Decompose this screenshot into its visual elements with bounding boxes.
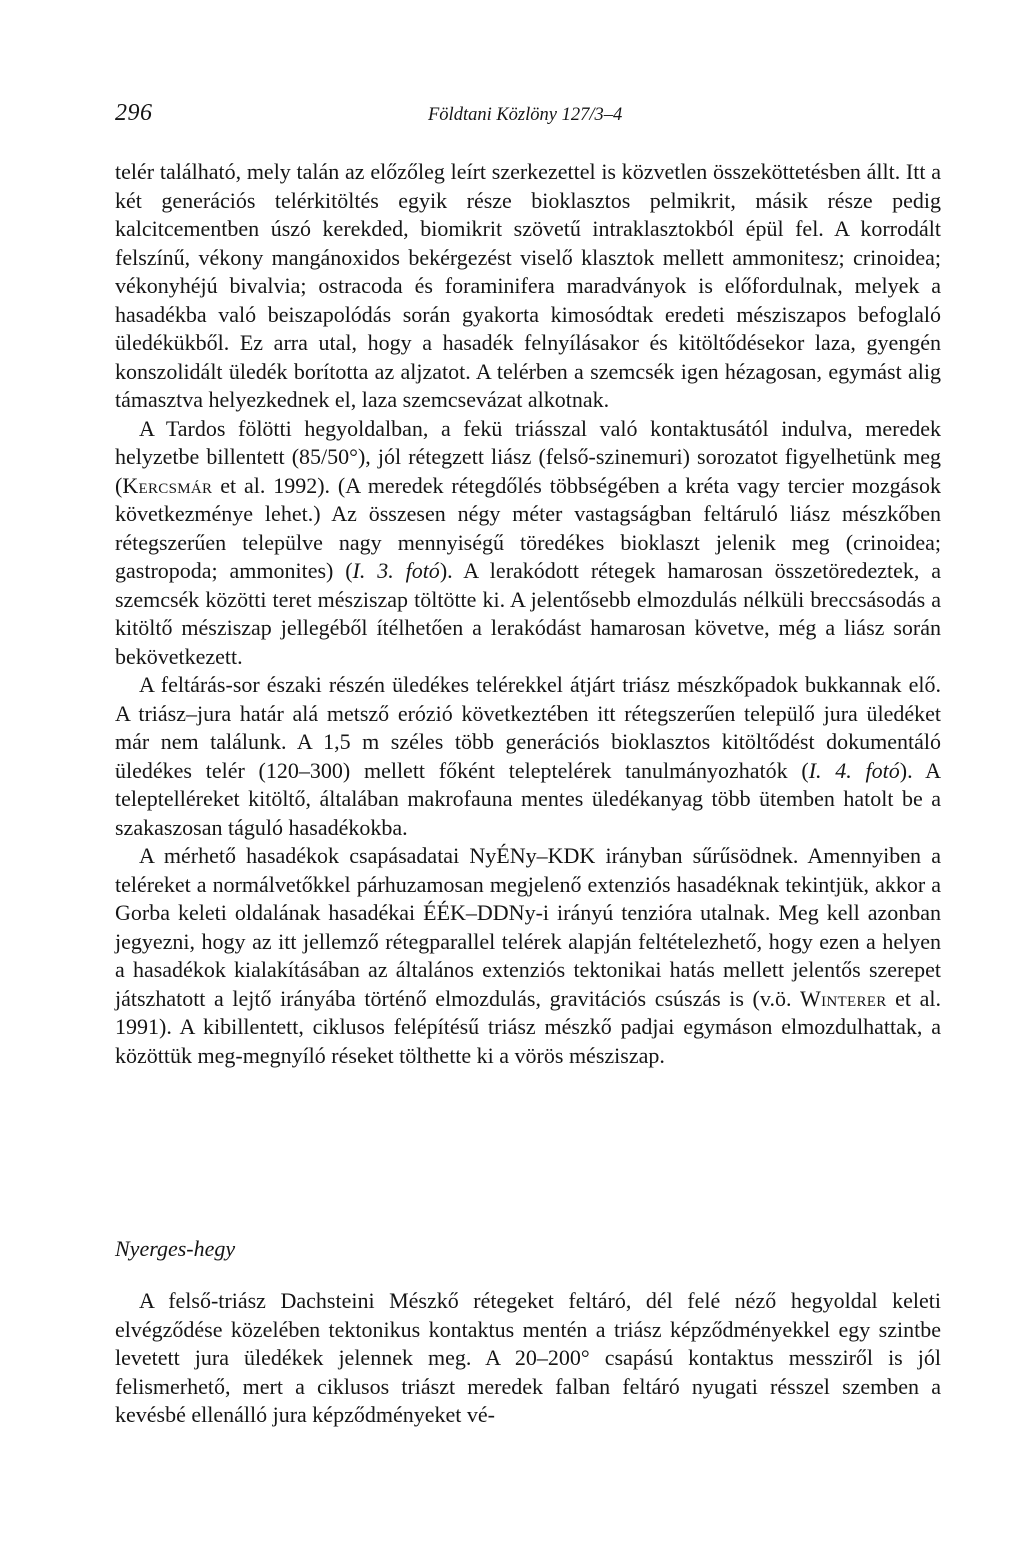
paragraph-1: telér található, mely talán az előzőleg leírt szerkezettel is közvetlen összeköttetésben állt. Itt a két generációs telérkitöltés egyik része bioklasztos pelmikrit, másik része pedig kalcitcementben úszó kerekded, biomikrit szövetű intraklasztokból épül fel. A korrodált felszínű, vékony mangánoxidos bekérgezést viselő klasztok mellett ammonitesz; crinoidea; vékonyhéjú bivalvia; ostracoda és foraminifera maradványok is előfordulnak, melyek a hasadékba való beiszapolódás során gyakorta kimosódtak eredeti mésziszapos befoglaló üledékükből. Ez arra utal, hogy a hasadék felnyílásakor és kitöltődésekor laza, gyengén konszolidált üledék borította az aljzatot. A telérben a szemcsék igen hézagosan, egymást alig támasztva helyezkednek el, laza szemcsevázat alkotnak. [115, 159, 941, 412]
author-citation: Winterer [800, 985, 887, 1011]
photo-reference: I. 4. fotó [808, 757, 900, 783]
page-number: 296 [115, 100, 153, 126]
paragraph-3: A feltárás-sor északi részén üledékes telérekkel átjárt triász mészkőpadok bukkannak elő. A triász–jura határ alá metsző erózió következtében itt rétegszerűen települő jura üledéket már nem találunk. A 1,5 m széles több generációs bioklasztos kitöltődést dokumentáló üledékes telér (120–300) mellett főként teleptelérek tanulmányozhatók (I. 4. fotó). A teleptelléreket kitöltő, általában makrofauna mentes üledékanyag több ütemben hatolt be a szakaszosan táguló hasadékokba. [115, 672, 941, 840]
section-body-text [115, 1287, 941, 1430]
paragraph-2: A Tardos fölötti hegyoldalban, a fekü triásszal való kontaktusától indulva, meredek helyzetbe billentett (85/50°), jól rétegzett liász (felső-szinemuri) sorozatot figyelhetünk meg (Kercsmár et al. 1992). (A meredek rétegdőlés többségében a kréta vagy tercier mozgások következménye lehet.) Az összesen négy méter vastagságban feltáruló liász mészkőben rétegszerűen települve nagy mennyiségű töredékes bioklaszt jelenik meg (crinoidea; gastropoda; ammonites) (I. 3. fotó). A lerakódott rétegek hamarosan összetöredeztek, a szemcsék közötti teret mésziszap töltötte ki. A jelentősebb elmozdulás nélküli breccsásodás a kitöltő mésziszap jellegéből ítélhetően a lerakódást hamarosan követve, még a liász során bekövetkezett. [115, 415, 941, 669]
paragraph-4: A mérhető hasadékok csapásadatai NyÉNy–KDK irányban sűrűsödnek. Amennyiben a teléreket a normálvetőkkel párhuzamosan megjelenő extenziós hasadéknak tekintjük, akkor a Gorba keleti oldalának hasadékai ÉÉK–DDNy-i irányú tenzióra utalnak. Meg kell azonban jegyezni, hogy az itt jellemző rétegparallel telérek alapján feltételezhető, hogy ezen a helyen a hasadékok kialakításában az általános extenziós tektonikai hatás mellett jelentős szerepet játszhatott a lejtő irányába történő elmozdulás, gravitációs csúszás is (v.ö. Winterer et al. 1991). A kibillentett, ciklusos felépítésű triász mészkő padjai egymáson elmozdulhattak, a közöttük meg-megnyíló réseket tölthette ki a vörös mésziszap. [115, 843, 941, 1068]
section-heading: Nyerges-hegy [115, 1236, 236, 1261]
journal-title: Földtani Közlöny 127/3–4 [428, 105, 623, 125]
author-citation: Kercsmár [122, 472, 213, 498]
body-text [115, 158, 941, 1070]
photo-reference: I. 3. fotó [352, 558, 440, 583]
section-paragraph: A felső-triász Dachsteini Mészkő rétegeket feltáró, dél felé néző hegyoldal keleti elvégződése közelében tektonikus kontaktus mentén a triász képződményekkel egy szintbe levetett jura üledékek jelennek meg. A 20–200° csapású kontaktus messziről is jól felismerhető, mert a ciklusos triászt meredek falban feltáró nyugati résszel szemben a kevésbé ellenálló jura képződményeket vé- [115, 1288, 941, 1427]
